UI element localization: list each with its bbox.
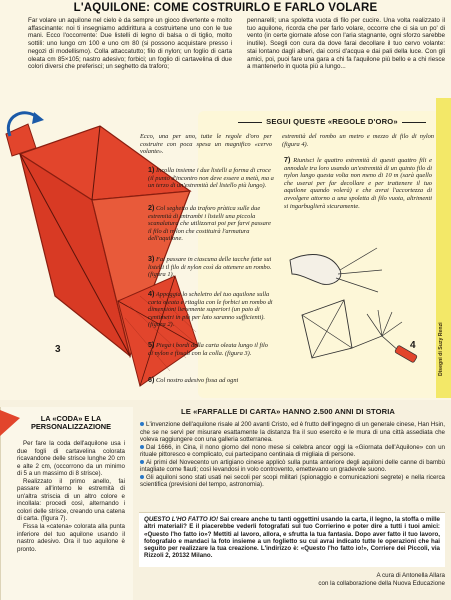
bridle-line <box>352 336 382 348</box>
step-3: 3) Fai passare in ciascuna delle tacche fatte sui listelli il filo di nylon così da ottenere un rombo. (figura 1). <box>148 254 272 279</box>
bullet-dot-icon <box>140 422 144 426</box>
page-title: L'AQUILONE: COME COSTRUIRLO E FARLO VOLARE <box>73 2 378 14</box>
nylon-thread-b <box>338 270 382 274</box>
figure-4-illustration <box>282 240 437 390</box>
tail-paragraph: Fissa la «catena» colorata alla punta inferiore del tuo aquilone usando il nastro adesivo. Ora il tuo aquilone è pronto. <box>17 523 125 553</box>
editor-credit: A cura di Antonella Allara con la collaborazione della Nuova Educazione <box>318 572 445 588</box>
kite-frame-crossbar <box>312 300 344 358</box>
made-it-text: Sai creare anche tu tanti oggettini usando la carta, il legno, la stoffa o mille altri materiali? E il piacerebbe vederli fotografati sul tuo Corrierino e poter dire a tutti i tuoi amici: «Questo l'ho fatto io»? Mettiti al lavoro, allora, e sfrutta la tua fantasia. Dopo aver fatto il tuo lavoro, fotografalo e mandaci la foto insieme a un foglietto su cui avrai indicato tutte le operazioni che hai seguito per realizzare la tua creazione. L'indirizzo è: «Questo l'ho fatto io!», Corriere dei Piccoli, via Rizzoli 2, 20132 Milano. <box>144 516 440 560</box>
tail-box-text <box>17 440 125 553</box>
bullet-dot-icon <box>140 445 144 449</box>
rules-intro: Ecco, una per uno, tutte le regole d'oro per costruire con poca spesa un magnifico «cervo volante». <box>140 133 272 156</box>
tail-box-title: LA «CODA» E LA PERSONALIZZAZIONE <box>30 414 112 432</box>
drawings-credit: Disegni di Suzy Renzi <box>438 322 444 376</box>
bullet-dot-icon <box>140 460 144 464</box>
nylon-thread-a <box>340 248 377 270</box>
rules-title-text: SEGUI QUESTE «REGOLE D'ORO» <box>266 117 398 126</box>
history-title: LE «FARFALLE DI CARTA» HANNO 2.500 ANNI DI STORIA <box>180 407 396 416</box>
intro-right-column: pennarelli; una spoletta vuota di filo per cucire. Una volta realizzato il tuo aquilone, ricorda che per farlo volare, occorre che ci sia un po' di vento (in certe giornate afose con l'aria stagnante, ogni sforzo sarebbe inutile). Scegli con cura da dove farai decollare il tuo cervo volante: stai lontano dagli alberi, dai corsi d'acqua e dai pali della luce. Con gli amici, poi, puoi fare una gara a chi fa l'aquilone più bello e a chi riesce a mantenerlo in quota più a lungo... <box>247 17 445 71</box>
title-rule-left <box>238 122 262 123</box>
bridle-strings <box>367 310 402 336</box>
rules-section-title <box>232 117 432 126</box>
step-5: 5) Piega i bordi della carta oleata lungo il filo di nylon e fissali con la colla. (figura 3). <box>148 340 268 357</box>
step-2: 2) Col seghetto da traforo pràtica sulle due estremità di entrambi i listelli una piccola scanalatura che utilizzerai poi per farvi passare il filo di nylon che costituirà l'armatura dell'aquilone. <box>148 203 271 243</box>
made-it-box <box>139 512 445 567</box>
tail-paragraph: Per fare la coda dell'aquilone usa i due fogli di cartavelina colorata ricavandone delle strisce lunghe 20 cm e alte 2 cm, (occorrono da un minimo di 5 a un massimo di 8 strisce). <box>17 440 125 478</box>
title-rule-right <box>402 122 426 123</box>
tail-paragraph: Realizzato il primo anello, fai passare all'interno le estremità di un'altra striscia di un altro colore e incollala: procedi così, alternando i colori delle strisce, creando una catena di carta. (figura 7). <box>17 477 125 523</box>
history-bullet: Dal 1666, in Cina, il nono giorno del nono mese si celebra ancor oggi la «Giornata dell'Aquilone» con un rituale pittoresco e complicato, cui partecipano centinaia di migliaia di persone. <box>140 443 445 459</box>
hand-drawing <box>290 255 341 285</box>
figure-4-label: 4 <box>410 340 416 351</box>
history-bullet: Gli aquiloni sono stati usati nei secoli per scopi militari (spionaggio e comunicazioni segrete) e nella ricerca scientifica (previsioni del tempo, astronomia). <box>140 473 445 489</box>
bullet-dot-icon <box>140 475 144 479</box>
step-4: 4) Appoggia lo scheletro del tuo aquilone sulla carta oleata e ritaglia con le forbici un rombo di dimensioni lievemente superiori (un paio di centimetri in più per lato saranno sufficienti). (figura 2). <box>148 289 273 329</box>
rules-intro-continued: estremità del rombo un metro e mezzo di filo di nylon (figura 4). <box>282 133 434 148</box>
kite-frame <box>302 300 352 358</box>
nylon-thread-c <box>336 278 378 292</box>
step-7: 7) Riunisci le quattro estremità di questi quattro fili e annodale tra loro usando un'estremità di un quinto filo di nylon lungo questa volta non meno di 10 m (sarà quello che userai per far decollare e per trattenere il tuo aquilone quando volerà) e che avrai l'accortezza di avvolgere attorno a una spoletta di filo vuota, altrimenti si ingarbuglierà sicuramente. <box>284 155 432 210</box>
fold-arrow-head-icon <box>32 112 44 124</box>
history-bullets <box>140 421 445 489</box>
made-it-lead: QUESTO L'HO FATTO IO! <box>144 516 219 523</box>
history-bullet: Ai primi del Novecento un artigiano cinese applicò sulla punta anteriore degli aquiloni delle canne di bambù intagliate come flauti; così levandosi in volo controvento, emettevano un gradevole suono. <box>140 458 445 474</box>
history-bullet: L'invenzione dell'aquilone risale al 200 avanti Cristo, ed è frutto dell'ingegno di un generale cinese, Han Hsin, che se ne servì per misurare esattamente la distanza fra il suo esercito e le mura di una città assediata che voleva raggiungere con una galleria sotterranea. <box>140 421 445 444</box>
step-6: 6) Col nostro adesivo fissa ad ogni <box>148 375 239 384</box>
step-1: 1) Incolla insieme i due listelli a forma di croce (il punto d'incontro non deve essere a metà, ma a un terzo di un'estremità del listello più lungo). <box>148 165 274 190</box>
intro-left-column: Far volare un aquilone nel cielo è da sempre un gioco divertente e molto affascinante: noi ti insegniamo addirittura a costruirtene uno con le tue mani. Ecco l'occorrente: Due listelli di legno di balsa o di tiglio, molto sottili: uno lungo cm 100 e uno cm 80 (si possono acquistare presso i negozi di modellismo). Colla attaccatutto; filo di nylon; un foglio di carta oleata cm 85×105; nastro adesivo; forbici; un foglio di cartavelina di due colori diversi che preferisci; un seghetto da traforo; <box>28 17 232 71</box>
figure-3-label: 3 <box>55 344 61 355</box>
